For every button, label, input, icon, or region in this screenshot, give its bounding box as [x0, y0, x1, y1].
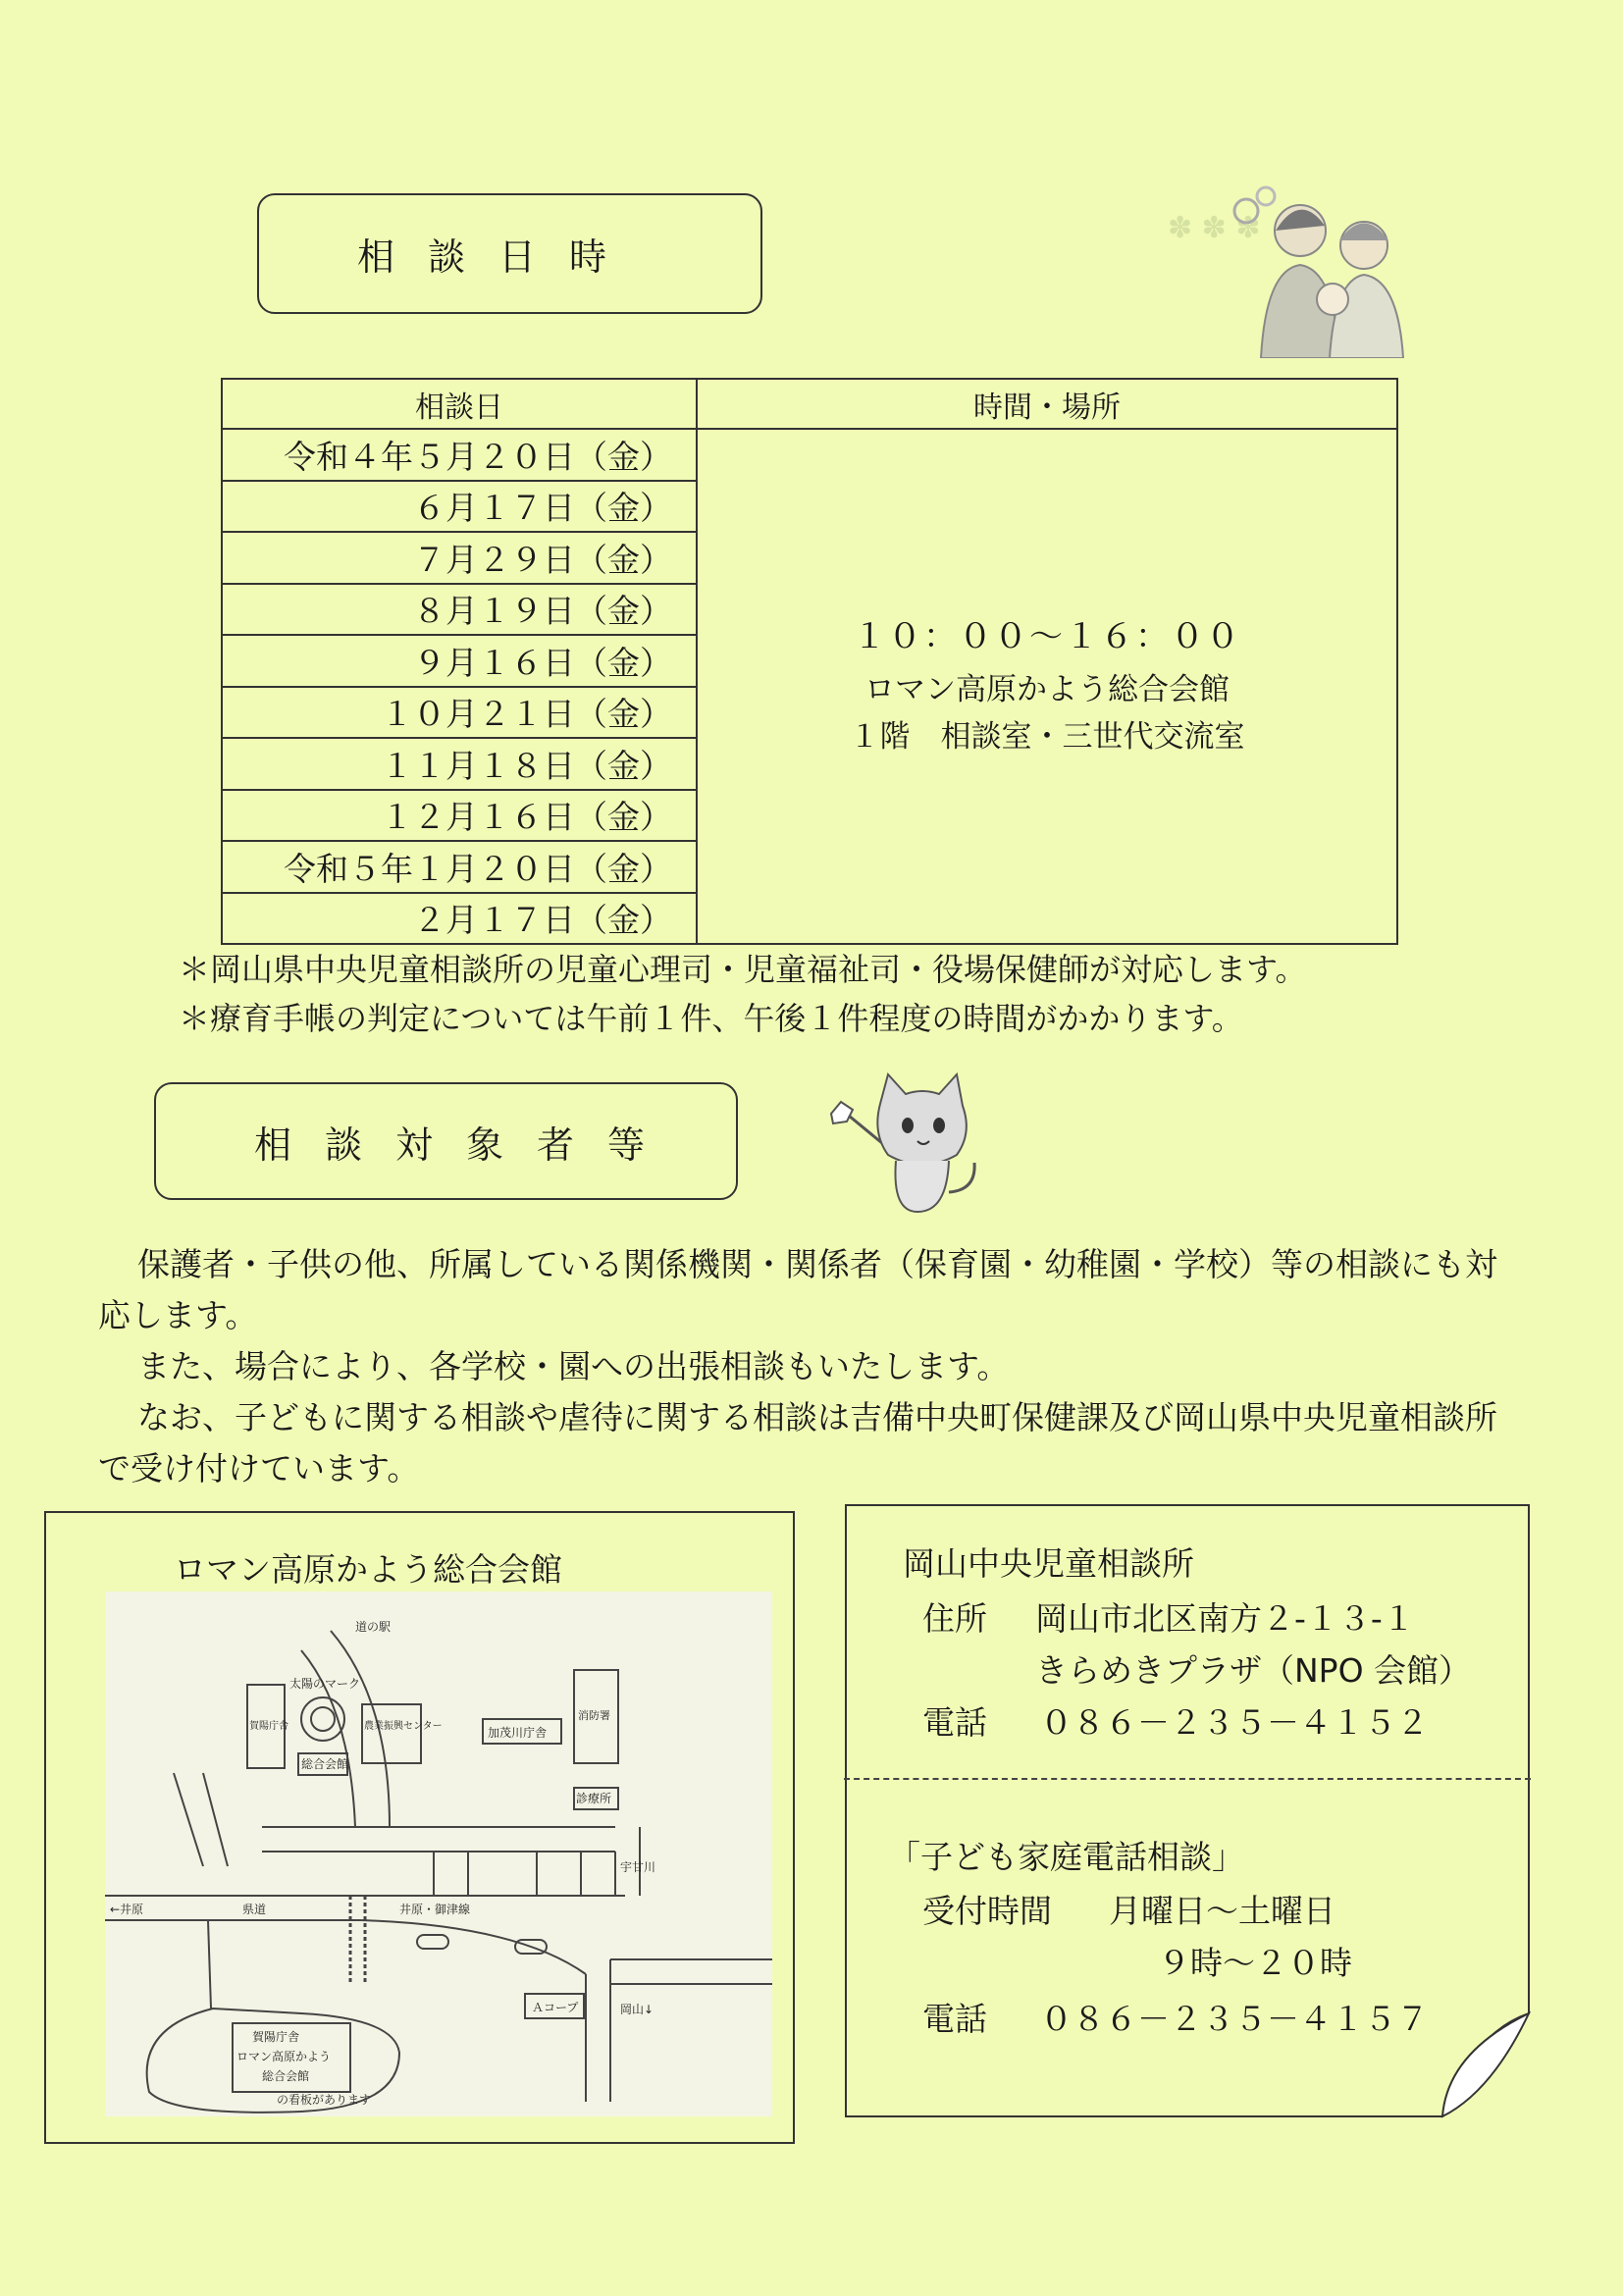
date-cell: ６月１７日（金） [222, 481, 697, 533]
map-label-dev-center: 農業振興センター [364, 1721, 443, 1732]
contact-phone-1: ０８６－２３５－４１５２ [1040, 1703, 1429, 1742]
col-time-place-header: 時間・場所 [697, 379, 1397, 429]
time-place-cell [697, 429, 1397, 944]
date-cell: 令和４年５月２０日（金） [222, 429, 697, 481]
map-label-gov-office: 賀陽庁舎 [249, 1721, 288, 1732]
date-cell: ８月１９日（金） [222, 584, 697, 636]
venue-text: ロマン高原かよう総合会館 [864, 671, 1230, 707]
date-cell: １０月２１日（金） [222, 687, 697, 739]
map-box [44, 1511, 795, 2144]
map-label-road-station: 道の駅 [355, 1620, 392, 1634]
target-paragraph: 保護者・子供の他、所属している関係機関・関係者（保育園・幼稚園・学校）等の相談にも対応します。 [98, 1245, 1497, 1334]
time-text: １０：００～１６：００ [853, 616, 1241, 656]
contact-phone-label: 電話 [922, 1703, 987, 1742]
contact-service: 「子ども家庭電話相談」 [888, 1838, 1244, 1876]
target-paragraph: また、場合により、各学校・園への出張相談もいたします。 [137, 1347, 1010, 1385]
contact-address-2: きらめきプラザ（NPO 会館） [1035, 1651, 1472, 1690]
target-heading-box [154, 1082, 738, 1200]
contact-hours: ９時～２０時 [1158, 1944, 1352, 1982]
contact-phone-label-2: 電話 [922, 2000, 987, 2038]
date-cell: ２月１７日（金） [222, 893, 697, 945]
map-callout-line: ロマン高原かよう [236, 2050, 332, 2063]
map-title: ロマン高原かよう総合会館 [174, 1550, 562, 1589]
map-label-fire: 消防署 [578, 1709, 610, 1722]
map-label-route: 井原・御津線 [399, 1903, 471, 1916]
contact-divider [844, 1778, 1531, 1780]
target-heading: 相談対象者等 [254, 1122, 679, 1167]
contact-address-label: 住所 [922, 1599, 987, 1638]
map-label-coop: Ａコープ [532, 2001, 579, 2014]
room-text: １階 相談室・三世代交流室 [849, 718, 1245, 755]
map-label-pref-road: 県道 [242, 1903, 267, 1916]
date-cell: ９月１６日（金） [222, 635, 697, 687]
map-callout-line: 賀陽庁舎 [252, 2030, 300, 2044]
map-callout-line: 総合会館 [262, 2069, 310, 2083]
map-label-mark: 太陽のマーク [289, 1677, 361, 1691]
schedule-heading-box [257, 193, 762, 314]
date-cell: 令和５年１月２０日（金） [222, 841, 697, 893]
schedule-heading: 相談日時 [357, 235, 641, 279]
date-cell: １１月１８日（金） [222, 738, 697, 790]
map-label-ugaawa: 宇甘川 [620, 1860, 656, 1874]
map-label-clinic: 診療所 [576, 1792, 612, 1805]
show-through-text: ✽ ✽ ✽ [1168, 211, 1261, 245]
date-cell: １２月１６日（金） [222, 790, 697, 842]
map-label-general-hall: 総合会館 [301, 1757, 349, 1771]
date-cell: ７月２９日（金） [222, 532, 697, 584]
map-label-to-okayama: 岡山↓ [620, 2003, 654, 2016]
table-row [222, 429, 1397, 481]
family-illustration-icon [1217, 172, 1423, 358]
schedule-table [221, 378, 1398, 945]
target-description [98, 1239, 1511, 1494]
note-handbook: ＊療育手帳の判定については午前１件、午後１件程度の時間がかかります。 [179, 1000, 1243, 1037]
map-callout-line: の看板があります [277, 2093, 372, 2107]
map-label-to-left: ←井原 [110, 1903, 144, 1916]
map-label-kamo-office: 加茂川庁舎 [488, 1726, 548, 1740]
note-counselors: ＊岡山県中央児童相談所の児童心理司・児童福祉司・役場保健師が対応します。 [179, 951, 1307, 988]
access-map [105, 1592, 772, 2116]
cat-mascot-icon [819, 1065, 996, 1222]
contact-days: 月曜日～土曜日 [1109, 1892, 1335, 1930]
schedule-table-header [222, 379, 1397, 429]
contact-box [844, 1503, 1531, 2121]
contact-phone-2: ０８６－２３５－４１５７ [1040, 2000, 1429, 2038]
contact-address-1: 岡山市北区南方２-１３-１ [1035, 1599, 1415, 1638]
contact-hours-label: 受付時間 [922, 1892, 1052, 1930]
target-paragraph: なお、子どもに関する相談や虐待に関する相談は吉備中央町保健課及び岡山県中央児童相談所で受け付けています。 [98, 1398, 1497, 1487]
col-date-header: 相談日 [222, 379, 697, 429]
contact-org: 岡山中央児童相談所 [903, 1544, 1194, 1583]
